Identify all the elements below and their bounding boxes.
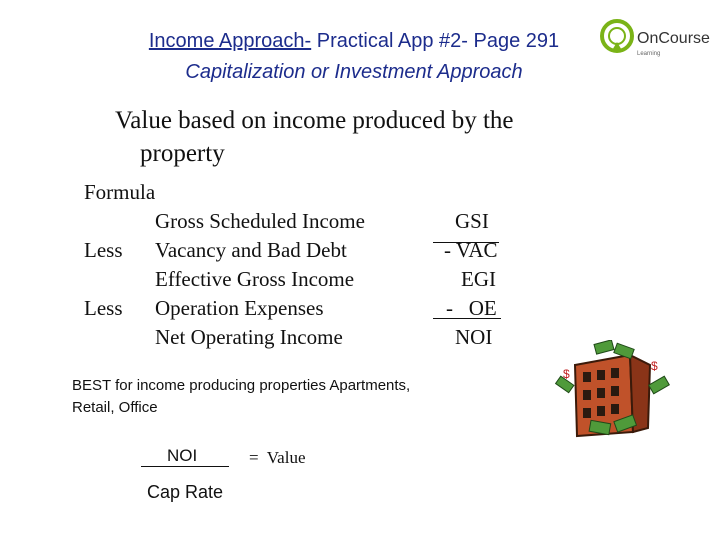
formula-row-egi-abbr: EGI (461, 267, 496, 291)
intro-line-1: Value based on income produced by the (115, 107, 514, 134)
fraction-bar (141, 466, 229, 467)
cap-denominator: Cap Rate (147, 482, 224, 502)
logo-text: OnCourse (637, 30, 710, 47)
equals-value: = Value (249, 448, 306, 467)
title-rest: Practical App #2- Page 291 (311, 30, 560, 52)
logo-subtext: Learning (637, 51, 661, 57)
title-underlined: Income Approach- (148, 30, 312, 52)
formula-row-egi-label: Effective Gross Income (155, 267, 355, 291)
formula-row-noi-label: Net Operating Income (155, 325, 343, 349)
building-money-icon (555, 340, 675, 440)
formula-row-noi-abbr: NOI (455, 325, 493, 349)
formula-row-oe-label: Operation Expenses (155, 296, 324, 320)
formula-row-vac-label: Vacancy and Bad Debt (155, 238, 347, 262)
formula-row-gsi-label: Gross Scheduled Income (155, 209, 365, 233)
formula-row-oe-abbr: - OE (446, 296, 497, 320)
page-subtitle: Capitalization or Investment Approach (185, 61, 523, 83)
svg-text:$: $ (563, 367, 570, 381)
best-note-line-1: BEST for income producing properties Apartments, (72, 377, 411, 394)
svg-text:$: $ (651, 359, 658, 373)
intro-line-2: property (140, 140, 225, 167)
underline-divider (433, 318, 501, 319)
formula-row-vac-abbr: - VAC (444, 238, 498, 262)
formula-row-gsi-abbr: GSI (455, 209, 489, 233)
formula-row-vac-prefix: Less (84, 238, 123, 262)
cap-numerator: NOI (167, 446, 198, 465)
formula-row-oe-prefix: Less (84, 296, 123, 320)
formula-label: Formula (84, 180, 156, 204)
underline-divider (433, 242, 499, 243)
best-note-line-2: Retail, Office (72, 399, 158, 416)
